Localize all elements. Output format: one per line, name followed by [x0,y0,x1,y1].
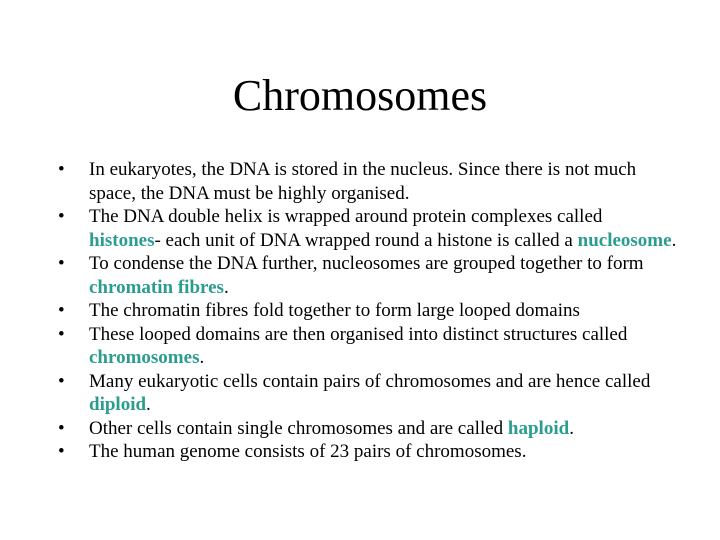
bullet-text: . [671,229,677,251]
bullet-item [58,370,678,417]
bullet-list [58,158,678,464]
bullet-text: . [146,394,151,415]
bullet-item [58,417,678,441]
bullet-dot: • [58,323,65,345]
bullet-item [58,299,678,323]
bullet-text: Other cells contain single chromosomes and are called [89,417,508,439]
bullet-text: . [199,347,205,368]
bullet-item [58,158,678,205]
bullet-text: The DNA double helix is wrapped around protein complexes called [89,206,603,227]
bullet-item [58,205,678,252]
bullet-text: - each unit of DNA wrapped round a histone is called a [154,229,578,251]
bullet-item [58,440,678,464]
highlighted-term: diploid [89,394,147,415]
bullet-dot: • [58,370,65,392]
bullet-dot: • [58,206,65,227]
highlighted-term: nucleosome [577,229,672,251]
highlighted-term: chromatin fibres [89,276,224,298]
bullet-dot: • [58,417,65,439]
bullet-text: Many eukaryotic cells contain pairs of chromosomes and are hence called [89,370,651,392]
bullet-item [58,252,678,299]
highlighted-term: chromosomes [89,347,200,368]
bullet-dot: • [58,300,65,321]
bullet-text: . [569,417,574,439]
bullet-text: The chromatin fibres fold together to form large looped domains [89,300,580,321]
bullet-text: The human genome consists of 23 pairs of chromosomes. [89,441,527,462]
bullet-text: In eukaryotes, the DNA is stored in the nucleus. Since there is not much space, the DNA must be highly organised. [89,159,637,204]
highlighted-term: histones [89,229,155,251]
bullet-dot: • [58,159,65,180]
bullet-item [58,323,678,370]
bullet-text: These looped domains are then organised into distinct structures called [89,323,628,345]
highlighted-term: haploid [507,417,570,439]
slide-title: Chromosomes [232,71,488,120]
bullet-text: . [223,276,229,298]
bullet-dot: • [58,441,65,462]
bullet-dot: • [58,253,65,274]
bullet-text: To condense the DNA further, nucleosomes are grouped together to form [89,253,644,274]
